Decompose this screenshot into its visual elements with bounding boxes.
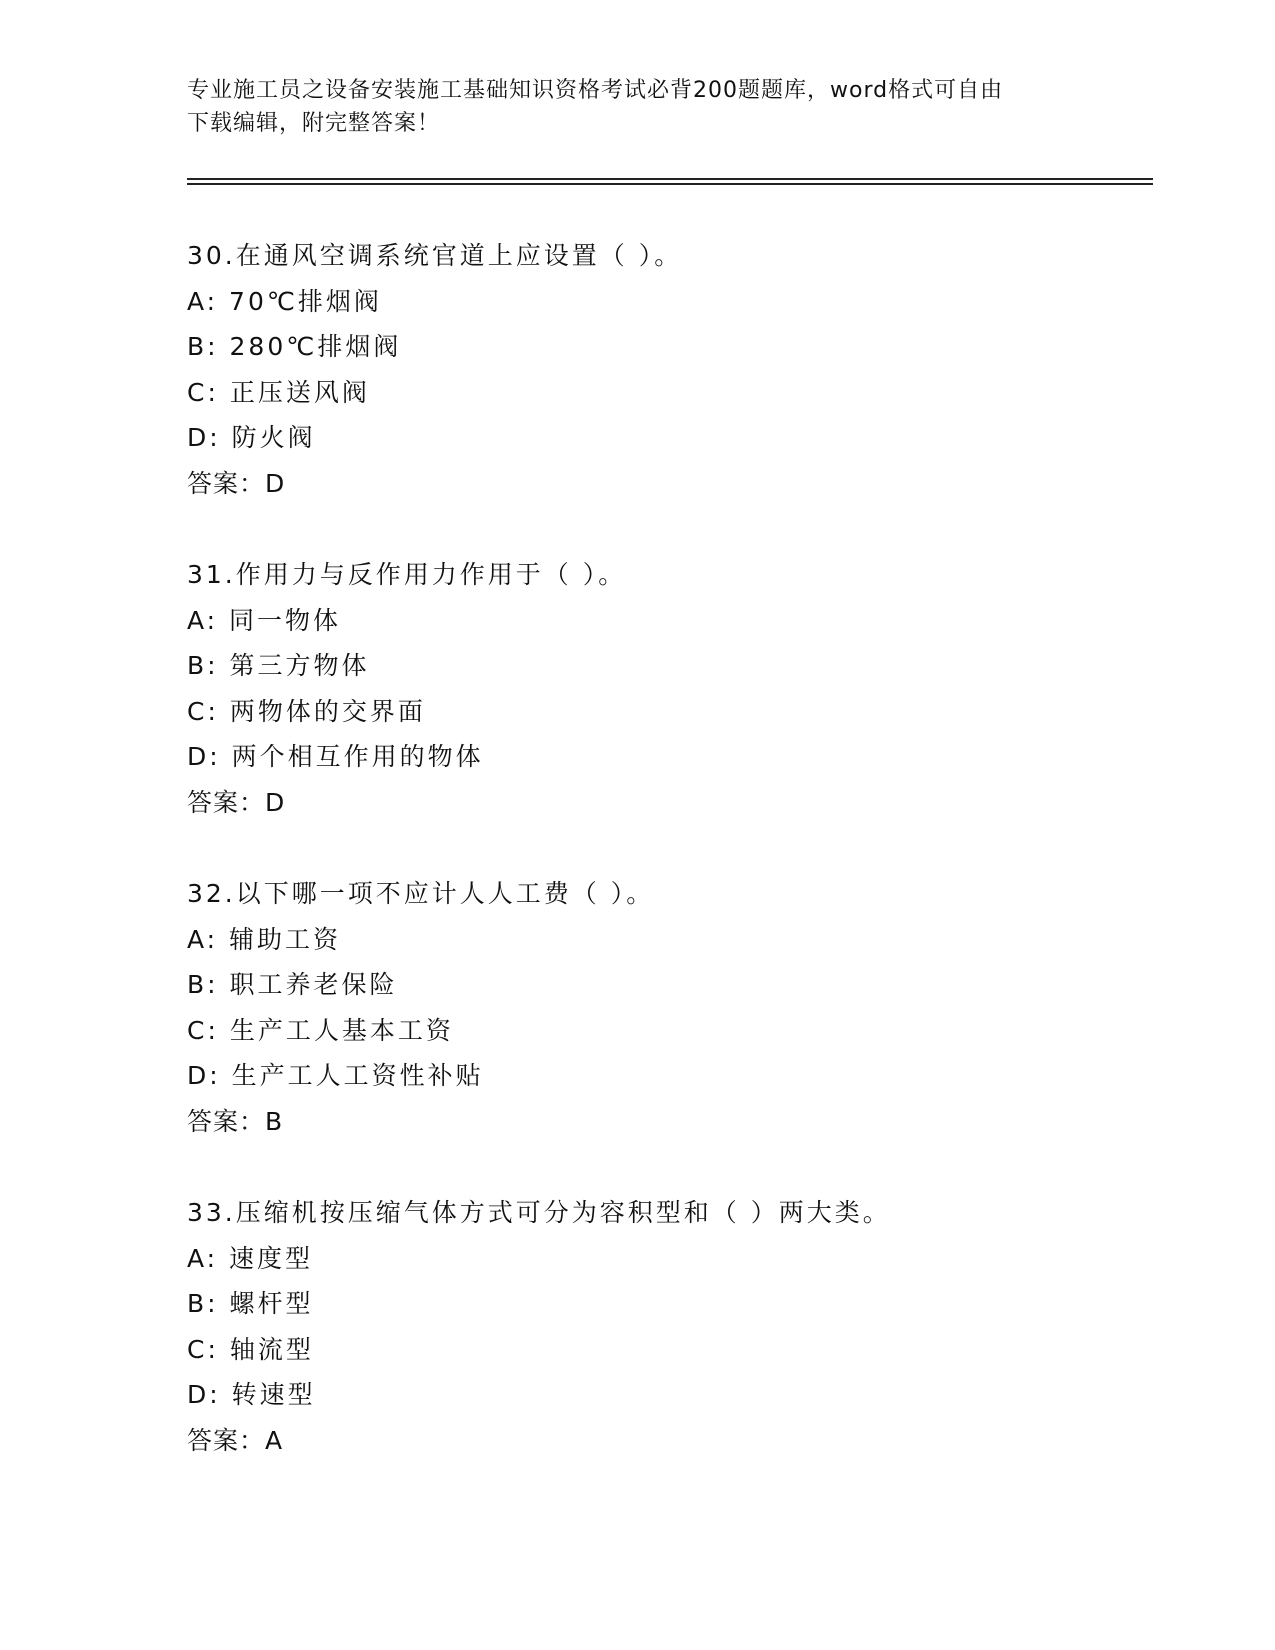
question-item bbox=[187, 552, 1153, 825]
option-d: D: 防火阀 bbox=[187, 423, 316, 452]
document-header bbox=[187, 74, 1087, 140]
option-a: A: 70℃排烟阀 bbox=[187, 286, 382, 316]
question-item bbox=[187, 1190, 1153, 1463]
option-a: A: 同一物体 bbox=[187, 605, 342, 635]
option-d: D: 转速型 bbox=[187, 1380, 316, 1409]
header-divider-bottom bbox=[187, 183, 1153, 185]
option-d: D: 两个相互作用的物体 bbox=[187, 742, 484, 771]
option-b: B: 第三方物体 bbox=[187, 651, 370, 680]
answer-line: 答案：D bbox=[187, 468, 286, 498]
header-line-1: 专业施工员之设备安装施工基础知识资格考试必背200题题库，word格式可自由 bbox=[187, 78, 1004, 103]
option-a: A: 速度型 bbox=[187, 1243, 314, 1273]
question-stem: 31.作用力与反作用力作用于（ ）。 bbox=[187, 560, 627, 589]
option-c: C: 轴流型 bbox=[187, 1334, 314, 1364]
question-item bbox=[187, 233, 1153, 506]
question-stem: 33.压缩机按压缩气体方式可分为容积型和（ ）两大类。 bbox=[187, 1198, 891, 1227]
answer-line: 答案：D bbox=[187, 787, 286, 817]
option-c: C: 正压送风阀 bbox=[187, 377, 370, 407]
header-divider-top bbox=[187, 178, 1153, 180]
option-a: A: 辅助工资 bbox=[187, 924, 342, 954]
option-b: B: 螺杆型 bbox=[187, 1289, 314, 1318]
option-d: D: 生产工人工资性补贴 bbox=[187, 1061, 484, 1090]
option-c: C: 生产工人基本工资 bbox=[187, 1015, 454, 1045]
question-stem: 32.以下哪一项不应计人人工费（ ）。 bbox=[187, 879, 655, 908]
question-stem: 30.在通风空调系统官道上应设置（ ）。 bbox=[187, 241, 683, 270]
question-list bbox=[187, 233, 1153, 1509]
question-item bbox=[187, 871, 1153, 1144]
answer-line: 答案：A bbox=[187, 1425, 284, 1455]
answer-line: 答案：B bbox=[187, 1106, 284, 1136]
option-b: B: 职工养老保险 bbox=[187, 970, 398, 999]
option-b: B: 280℃排烟阀 bbox=[187, 332, 402, 361]
header-line-2: 下载编辑，附完整答案！ bbox=[187, 111, 441, 136]
option-c: C: 两物体的交界面 bbox=[187, 696, 426, 726]
